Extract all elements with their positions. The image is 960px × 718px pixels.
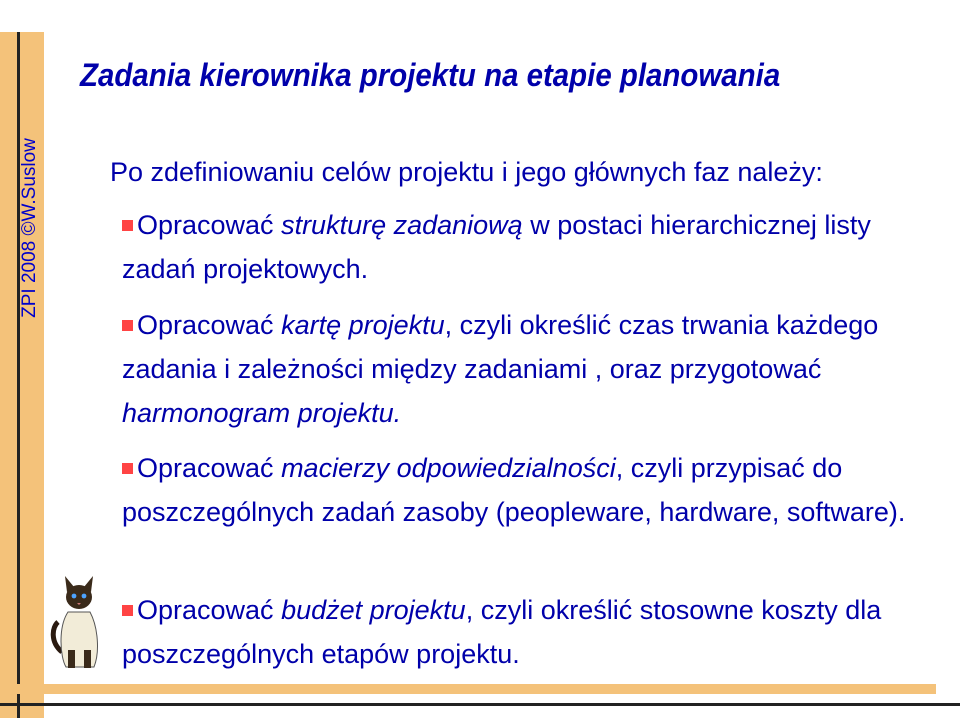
bullet-square-icon: [122, 220, 133, 231]
intro-text: Po zdefiniowaniu celów projektu i jego głównych faz należy:: [110, 157, 823, 187]
bullet-item-4: Opracować budżet projektu, czyli określić stosowne koszty dla poszczególnych etapów projektu.: [122, 595, 882, 669]
bullet-square-icon: [122, 605, 133, 616]
slide-title: Zadania kierownika projektu na etapie planowania: [80, 57, 781, 93]
bullet-item-3: Opracować macierzy odpowiedzialności, czyli przypisać do poszczególnych zadań zasoby (peopleware, hardware, software).: [122, 453, 906, 527]
cat-figure-icon: [48, 572, 110, 672]
bullet-square-icon: [122, 463, 133, 474]
side-divider-line: [17, 32, 20, 718]
side-label: ZPI 2008 ©W.Suslow: [19, 138, 40, 318]
bullet-item-1: Opracować strukturę zadaniową w postaci hierarchicznej listy zadań projektowych.: [122, 210, 871, 284]
bullet-square-icon: [122, 320, 133, 331]
bullet-item-2: Opracować kartę projektu, czyli określić czas trwania każdego zadania i zależności między zadaniami , oraz przygotować harmonogram projektu.: [122, 310, 879, 428]
side-accent-bar: [0, 32, 44, 718]
bottom-divider-line: [0, 703, 960, 706]
bottom-accent-bar: [0, 684, 936, 694]
